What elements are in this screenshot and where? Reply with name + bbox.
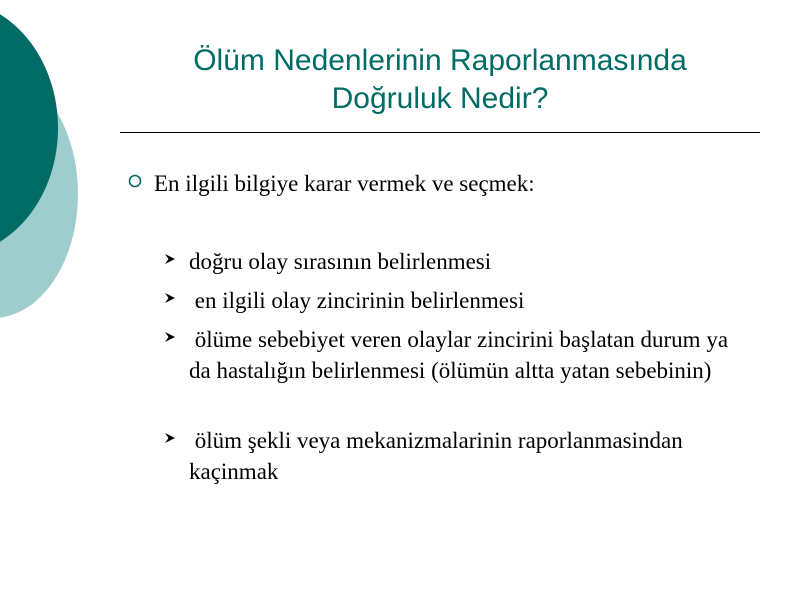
arrowhead-icon xyxy=(164,253,176,265)
sub-bullet-text: en ilgili olay zincirinin belirlenmesi xyxy=(189,288,525,313)
slide-title-line-2: Doğruluk Nedir? xyxy=(331,82,549,115)
sub-bullet-text: ölüm şekli veya mekanizmalarinin raporlanmasindan kaçinmak xyxy=(189,428,689,484)
title-divider xyxy=(120,132,760,133)
hollow-circle-icon xyxy=(128,174,142,188)
slide-title xyxy=(120,42,760,118)
sub-bullet-text: doğru olay sırasının belirlenmesi xyxy=(189,249,492,274)
sub-bullet-item xyxy=(164,324,754,386)
arrowhead-icon xyxy=(164,292,176,304)
sub-bullet-item xyxy=(164,425,754,487)
sub-bullet-item xyxy=(164,246,754,277)
slide-title-line-1: Ölüm Nedenlerinin Raporlanmasında xyxy=(193,44,687,77)
sub-bullet-item xyxy=(164,285,754,316)
main-bullet-text: En ilgili bilgiye karar vermek ve seçmek: xyxy=(154,171,535,196)
main-bullet-item xyxy=(128,169,748,199)
arrowhead-icon xyxy=(164,331,176,343)
sub-bullet-text: ölüme sebebiyet veren olaylar zincirini başlatan durum ya da hastalığın belirlenmesi (ölümün altta yatan sebebinin) xyxy=(189,327,734,383)
arrowhead-icon xyxy=(164,432,176,444)
